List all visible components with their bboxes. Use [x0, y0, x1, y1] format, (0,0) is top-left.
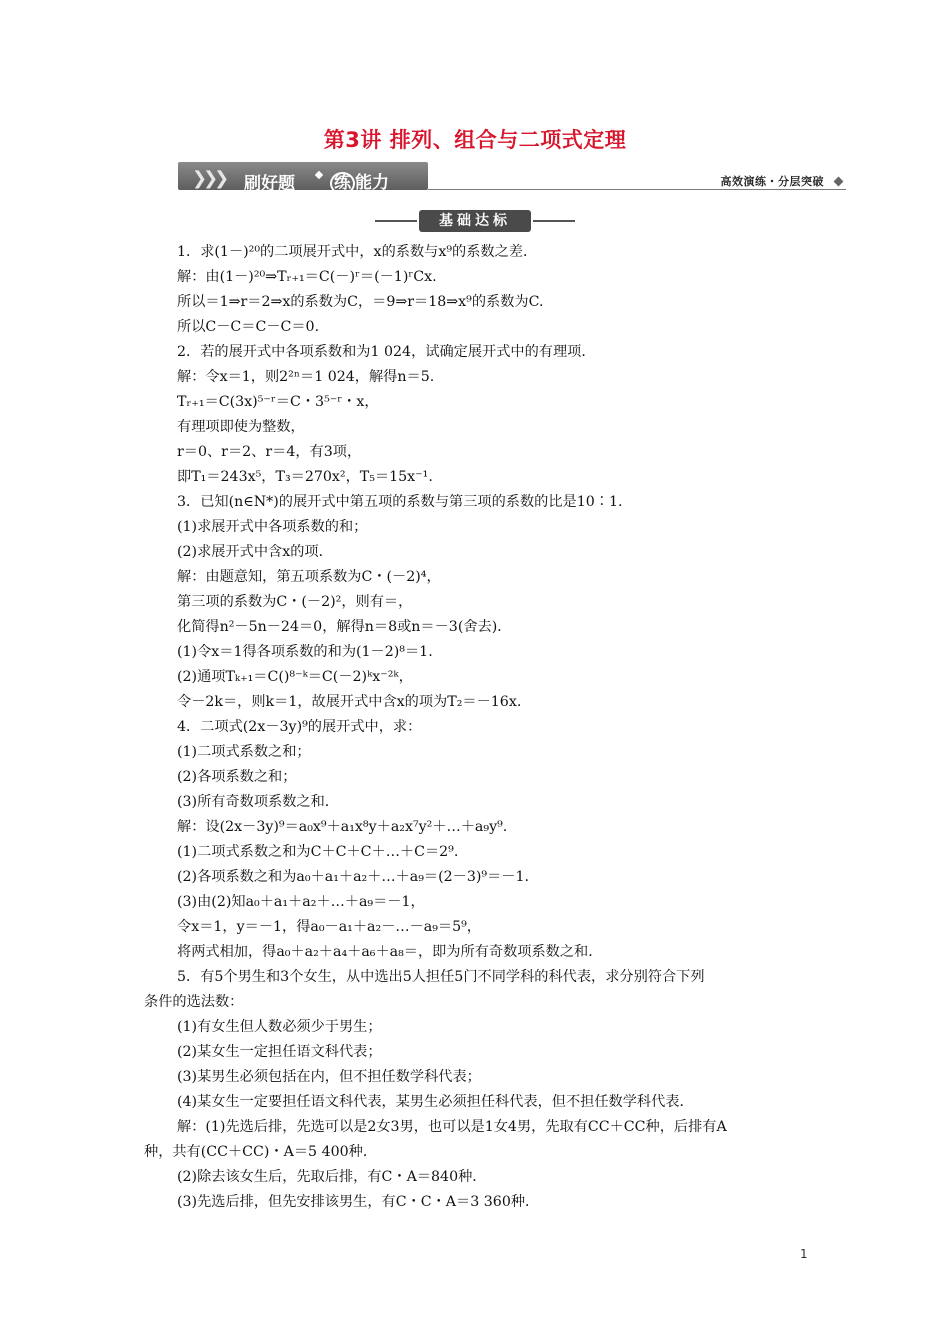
section-rule-left	[375, 220, 417, 222]
text-line: 种，共有(CC＋CC)・A＝5 400种．	[144, 1144, 378, 1160]
text-line: 条件的选法数：	[144, 994, 244, 1010]
text-line: 3．已知(n∈N*)的展开式中第五项的系数与第三项的系数的比是10∶1.	[177, 494, 623, 510]
banner-label-b: 练 能力	[330, 168, 389, 195]
text-line: (1)有女生但人数必须少于男生；	[177, 1019, 382, 1035]
text-line: (3)先选后排，但先安排该男生，有C・C・A＝3 360种．	[177, 1194, 540, 1210]
text-line: 将两式相加，得a₀＋a₂＋a₄＋a₆＋a₈＝，即为所有奇数项系数之和．	[177, 944, 603, 960]
text-line: 所以C－C＝C－C＝0.	[177, 319, 320, 335]
banner-rule	[428, 189, 846, 190]
text-line: (3)由(2)知a₀＋a₁＋a₂＋…＋a₉＝－1，	[177, 894, 425, 910]
section-banner	[178, 158, 848, 194]
text-line: (1)求展开式中各项系数的和；	[177, 519, 368, 535]
text-line: 令x＝1，y＝－1，得a₀－a₁＋a₂－…－a₉＝5⁹，	[177, 919, 481, 935]
dot-icon	[315, 171, 323, 179]
text-line: 第三项的系数为C・(－2)²，则有＝，	[177, 594, 413, 610]
banner-bar	[178, 162, 428, 194]
text-line: (2)各项系数之和；	[177, 769, 297, 785]
text-line: 即T₁＝243x⁵，T₃＝270x²，T₅＝15x⁻¹.	[177, 469, 433, 485]
section-heading	[375, 210, 575, 232]
text-line: (1)二项式系数之和；	[177, 744, 311, 760]
text-line: 解：设(2x－3y)⁹＝a₀x⁹＋a₁x⁸y＋a₂x⁷y²＋…＋a₉y⁹.	[177, 819, 508, 835]
text-line: 解：由(1－)²⁰⇒Tᵣ₊₁＝C(－)ʳ＝(－1)ʳCx.	[177, 269, 437, 285]
text-line: 4．二项式(2x－3y)⁹的展开式中，求：	[177, 719, 422, 735]
text-line: (4)某女生一定要担任语文科代表，某男生必须担任科代表，但不担任数学科代表．	[177, 1094, 694, 1110]
text-line: 2．若的展开式中各项系数和为1 024，试确定展开式中的有理项．	[177, 344, 596, 360]
text-line: (2)求展开式中含x的项．	[177, 544, 333, 560]
text-line: (2)某女生一定担任语文科代表；	[177, 1044, 382, 1060]
text-line: 所以＝1⇒r＝2⇒x的系数为C，＝9⇒r＝18⇒x⁹的系数为C.	[177, 294, 544, 310]
diamond-icon	[834, 177, 844, 187]
text-line: (2)各项系数之和为a₀＋a₁＋a₂＋…＋a₉＝(2－3)⁹＝－1.	[177, 869, 530, 885]
text-line: 5．有5个男生和3个女生，从中选出5人担任5门不同学科的科代表，求分别符合下列	[177, 969, 705, 985]
page-number: 1	[800, 1247, 808, 1261]
text-line: Tᵣ₊₁＝C(3x)⁵⁻ʳ＝C・3⁵⁻ʳ・x，	[177, 394, 379, 410]
text-line: 化简得n²－5n－24＝0，解得n＝8或n＝－3(舍去)．	[177, 619, 512, 635]
text-line: (2)除去该女生后，先取后排，有C・A＝840种．	[177, 1169, 487, 1185]
text-line: r＝0、r＝2、r＝4，有3项，	[177, 444, 362, 460]
section-label: 基础达标	[419, 210, 531, 232]
text-line: (3)某男生必须包括在内，但不担任数学科代表；	[177, 1069, 481, 1085]
banner-label-a: 刷好题	[244, 174, 295, 194]
document-body	[144, 240, 810, 1215]
section-rule-right	[533, 220, 575, 222]
text-line: (3)所有奇数项系数之和．	[177, 794, 339, 810]
chevrons-icon: ❯❯❯	[192, 168, 226, 189]
text-line: 解：由题意知，第五项系数为C・(－2)⁴，	[177, 569, 441, 585]
text-line: (1)二项式系数之和为C＋C＋C＋…＋C＝2⁹.	[177, 844, 459, 860]
text-line: 解：令x＝1，则2²ⁿ＝1 024，解得n＝5.	[177, 369, 435, 385]
text-line: 有理项即使为整数，	[177, 419, 305, 435]
text-line: (2)通项Tₖ₊₁＝C()⁸⁻ᵏ＝C(－2)ᵏx⁻²ᵏ，	[177, 669, 413, 685]
text-line: (1)令x＝1得各项系数的和为(1－2)⁸＝1.	[177, 644, 433, 660]
page-title: 第3讲 排列、组合与二项式定理	[323, 128, 627, 152]
banner-right-label: 高效演练・分层突破	[720, 175, 824, 188]
text-line: 解：(1)先选后排，先选可以是2女3男，也可以是1女4男，先取有CC＋CC种，后排有A	[177, 1119, 727, 1135]
text-line: 1．求(1－)²⁰的二项展开式中，x的系数与x⁹的系数之差．	[177, 244, 538, 260]
text-line: 令－2k＝，则k＝1，故展开式中含x的项为T₂＝－16x.	[177, 694, 522, 710]
